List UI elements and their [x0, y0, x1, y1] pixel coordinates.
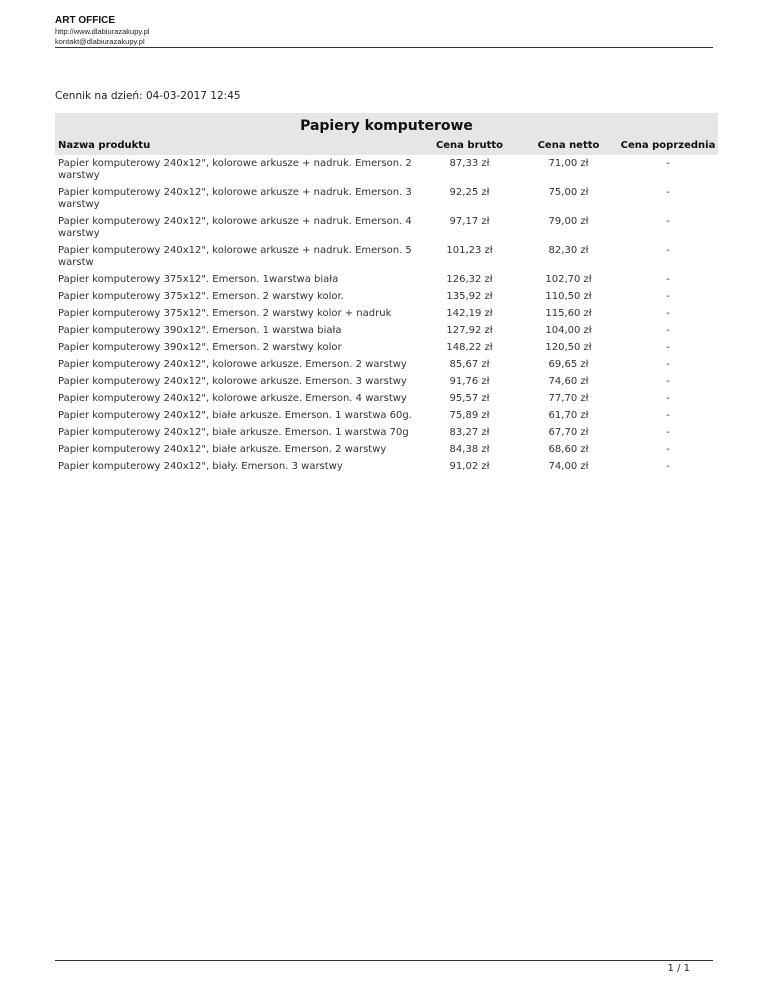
product-name-cell: Papier komputerowy 240x12", kolorowe arkusze. Emerson. 4 warstwy: [58, 393, 407, 404]
product-name-cell: Papier komputerowy 390x12". Emerson. 1 warstwa biała: [58, 325, 342, 336]
gross-price-cell: 84,38 zł: [449, 444, 490, 455]
product-name-cell: Papier komputerowy 240x12", białe arkusze. Emerson. 1 warstwa 70g: [58, 427, 409, 438]
gross-price-cell: 75,89 zł: [449, 410, 490, 421]
previous-price-cell: -: [666, 410, 670, 421]
net-price-cell: 71,00 zł: [548, 158, 589, 169]
net-price-cell: 77,70 zł: [548, 393, 589, 404]
table-row: [55, 373, 718, 390]
page-number: 1 / 1: [667, 963, 690, 974]
column-header-gross: Cena brutto: [420, 137, 519, 155]
previous-price-cell: -: [666, 325, 670, 336]
net-price-cell: 75,00 zł: [548, 187, 589, 198]
table-row: [55, 271, 718, 288]
product-name-cell: Papier komputerowy 240x12", kolorowe arkusze. Emerson. 3 warstwy: [58, 376, 407, 387]
gross-price-cell: 83,27 zł: [449, 427, 490, 438]
gross-price-cell: 91,02 zł: [449, 461, 490, 472]
previous-price-cell: -: [666, 427, 670, 438]
gross-price-cell: 126,32 zł: [446, 274, 493, 285]
table-row: [55, 213, 718, 242]
gross-price-cell: 95,57 zł: [449, 393, 490, 404]
company-name: ART OFFICE: [55, 15, 115, 26]
table-row: [55, 356, 718, 373]
previous-price-cell: -: [666, 393, 670, 404]
previous-price-cell: -: [666, 216, 670, 227]
net-price-cell: 82,30 zł: [548, 245, 589, 256]
net-price-cell: 115,60 zł: [545, 308, 592, 319]
footer-divider: [55, 960, 713, 961]
product-name-cell: Papier komputerowy 240x12", białe arkusze. Emerson. 2 warstwy: [58, 444, 387, 455]
table-row: [55, 322, 718, 339]
table-row: [55, 441, 718, 458]
net-price-cell: 61,70 zł: [548, 410, 589, 421]
header-divider: [55, 47, 713, 48]
price-table-header: [55, 137, 718, 155]
product-name-cell: Papier komputerowy 240x12", kolorowe arkusze + nadruk. Emerson. 5 warstw: [58, 245, 412, 268]
section-title: Papiery komputerowe: [55, 113, 718, 137]
table-row: [55, 458, 718, 475]
previous-price-cell: -: [666, 187, 670, 198]
product-name-cell: Papier komputerowy 240x12", kolorowe arkusze + nadruk. Emerson. 4 warstwy: [58, 216, 412, 239]
price-table-section: [55, 113, 718, 475]
column-header-name: Nazwa produktu: [55, 137, 420, 155]
table-row: [55, 424, 718, 441]
table-row: [55, 155, 718, 184]
net-price-cell: 68,60 zł: [548, 444, 589, 455]
table-row: [55, 305, 718, 322]
gross-price-cell: 127,92 zł: [446, 325, 493, 336]
column-header-net: Cena netto: [519, 137, 618, 155]
gross-price-cell: 92,25 zł: [449, 187, 490, 198]
gross-price-cell: 135,92 zł: [446, 291, 493, 302]
product-name-cell: Papier komputerowy 375x12". Emerson. 2 warstwy kolor + nadruk: [58, 308, 392, 319]
table-row: [55, 407, 718, 424]
gross-price-cell: 148,22 zł: [446, 342, 493, 353]
price-table: [55, 137, 718, 475]
document-header: [55, 15, 713, 47]
product-name-cell: Papier komputerowy 240x12", białe arkusze. Emerson. 1 warstwa 60g.: [58, 410, 412, 421]
company-website: http://www.dlabiurazakupy.pl: [55, 27, 150, 36]
company-email: kontakt@dlabiurazakupy.pl: [55, 37, 145, 46]
product-name-cell: Papier komputerowy 240x12", kolorowe arkusze + nadruk. Emerson. 3 warstwy: [58, 187, 412, 210]
table-row: [55, 288, 718, 305]
price-list-date: Cennik na dzień: 04-03-2017 12:45: [55, 90, 241, 102]
net-price-cell: 67,70 zł: [548, 427, 589, 438]
product-name-cell: Papier komputerowy 375x12". Emerson. 1warstwa biała: [58, 274, 339, 285]
net-price-cell: 120,50 zł: [545, 342, 592, 353]
net-price-cell: 74,00 zł: [548, 461, 589, 472]
previous-price-cell: -: [666, 158, 670, 169]
gross-price-cell: 97,17 zł: [449, 216, 490, 227]
net-price-cell: 104,00 zł: [545, 325, 592, 336]
previous-price-cell: -: [666, 376, 670, 387]
gross-price-cell: 142,19 zł: [446, 308, 493, 319]
previous-price-cell: -: [666, 274, 670, 285]
column-header-previous: Cena poprzednia: [618, 137, 718, 155]
price-table-body: [55, 155, 718, 475]
table-row: [55, 339, 718, 356]
previous-price-cell: -: [666, 359, 670, 370]
table-row: [55, 242, 718, 271]
previous-price-cell: -: [666, 342, 670, 353]
previous-price-cell: -: [666, 444, 670, 455]
product-name-cell: Papier komputerowy 240x12", kolorowe arkusze. Emerson. 2 warstwy: [58, 359, 407, 370]
net-price-cell: 79,00 zł: [548, 216, 589, 227]
net-price-cell: 69,65 zł: [548, 359, 589, 370]
net-price-cell: 74,60 zł: [548, 376, 589, 387]
net-price-cell: 102,70 zł: [545, 274, 592, 285]
product-name-cell: Papier komputerowy 240x12", kolorowe arkusze + nadruk. Emerson. 2 warstwy: [58, 158, 412, 181]
gross-price-cell: 87,33 zł: [449, 158, 490, 169]
previous-price-cell: -: [666, 308, 670, 319]
gross-price-cell: 101,23 zł: [446, 245, 493, 256]
gross-price-cell: 85,67 zł: [449, 359, 490, 370]
gross-price-cell: 91,76 zł: [449, 376, 490, 387]
table-row: [55, 390, 718, 407]
previous-price-cell: -: [666, 461, 670, 472]
product-name-cell: Papier komputerowy 240x12", biały. Emerson. 3 warstwy: [58, 461, 343, 472]
product-name-cell: Papier komputerowy 375x12". Emerson. 2 warstwy kolor.: [58, 291, 344, 302]
product-name-cell: Papier komputerowy 390x12". Emerson. 2 warstwy kolor: [58, 342, 342, 353]
previous-price-cell: -: [666, 245, 670, 256]
table-row: [55, 184, 718, 213]
previous-price-cell: -: [666, 291, 670, 302]
net-price-cell: 110,50 zł: [545, 291, 592, 302]
